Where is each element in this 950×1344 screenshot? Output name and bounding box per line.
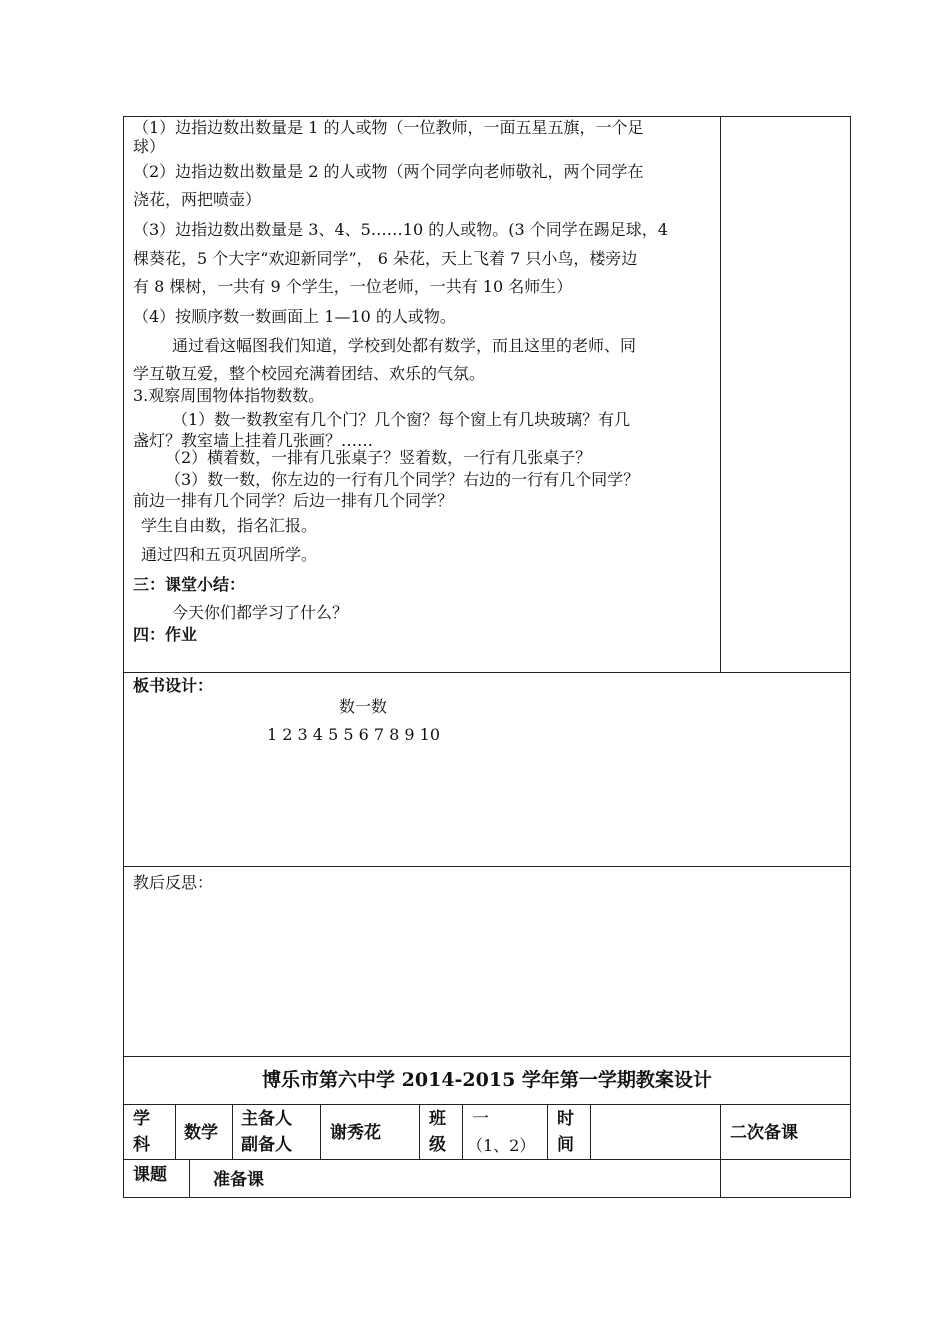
lesson-line: （3）数一数，你左边的一行有几个同学？右边的一行有几个同学？ [165, 470, 640, 489]
lesson-line: 前边一排有几个同学？后边一排有几个同学？ [133, 491, 454, 510]
lesson-line: 棵葵花，5 个大字“欢迎新同学”， 6 朵花，天上飞着 7 只小鸟，楼旁边 [133, 249, 638, 268]
secondary-prep-label: 二次备课 [730, 1123, 798, 1143]
reflection-label: 教后反思： [133, 873, 214, 892]
lesson-line: 通过看这幅图我们知道，学校到处都有数学，而且这里的老师、同 [172, 336, 637, 355]
subject-value: 数学 [184, 1123, 218, 1143]
lesson-line: 浇花，两把喷壶） [133, 190, 262, 209]
lesson-line: 学生自由数，指名汇报。 [141, 516, 318, 535]
board-design-cell [123, 672, 851, 867]
topic-label: 课题 [133, 1165, 167, 1185]
lesson-line: 通过四和五页巩固所学。 [141, 545, 318, 564]
lesson-line: （4）按顺序数一数画面上 1—10 的人或物。 [133, 307, 456, 326]
lesson-line: 盏灯？教室墙上挂着几张画？…… [133, 431, 374, 450]
class-label: 级 [429, 1135, 446, 1155]
teacher-name: 谢秀花 [330, 1123, 381, 1143]
lesson-line: （3）边指边数出数量是 3、4、5……10 的人或物。(3 个同学在踢足球，4 [133, 220, 668, 239]
subject-label: 科 [133, 1135, 150, 1155]
board-title: 数一数 [339, 697, 388, 716]
topic-value: 准备课 [213, 1170, 264, 1190]
subject-label: 学 [133, 1109, 150, 1129]
lesson-notes-side-cell [720, 116, 851, 673]
lesson-line: 球） [133, 137, 166, 156]
lead-preparer-label: 主备人 [241, 1109, 292, 1129]
lesson-line: （2）边指边数出数量是 2 的人或物（两个同学向老师敬礼，两个同学在 [133, 162, 644, 181]
class-value: 一 [472, 1109, 489, 1129]
lesson-line: 3.观察周围物体指物数数。 [133, 386, 325, 405]
board-design-label: 板书设计： [133, 676, 214, 695]
reflection-cell [123, 866, 851, 1057]
summary-heading: 三：课堂小结： [133, 575, 246, 594]
lesson-line: 有 8 棵树，一共有 9 个学生，一位老师，一共有 10 名师生） [133, 277, 573, 296]
lesson-line: （2）横着数，一排有几张桌子？竖着数，一行有几张桌子？ [165, 448, 592, 467]
lesson-line: （1）数一数教室有几个门？几个窗？每个窗上有几块玻璃？有几 [172, 410, 631, 429]
board-numbers: 1 2 3 4 5 5 6 7 8 9 10 [267, 725, 441, 744]
homework-heading: 四：作业 [133, 625, 198, 644]
time-label: 间 [557, 1135, 574, 1155]
class-label: 班 [429, 1109, 446, 1129]
co-preparer-label: 副备人 [241, 1135, 292, 1155]
page-title: 博乐市第六中学 2014-2015 学年第一学期教案设计 [262, 1069, 712, 1091]
lesson-line: （1）边指边数出数量是 1 的人或物（一位教师，一面五星五旗，一个足 [133, 118, 644, 137]
lesson-line: 学互敬互爱，整个校园充满着团结、欢乐的气氛。 [133, 364, 486, 383]
class-value: （1、2） [467, 1136, 536, 1155]
lesson-line: 今天你们都学习了什么？ [172, 603, 349, 622]
time-label: 时 [557, 1109, 574, 1129]
